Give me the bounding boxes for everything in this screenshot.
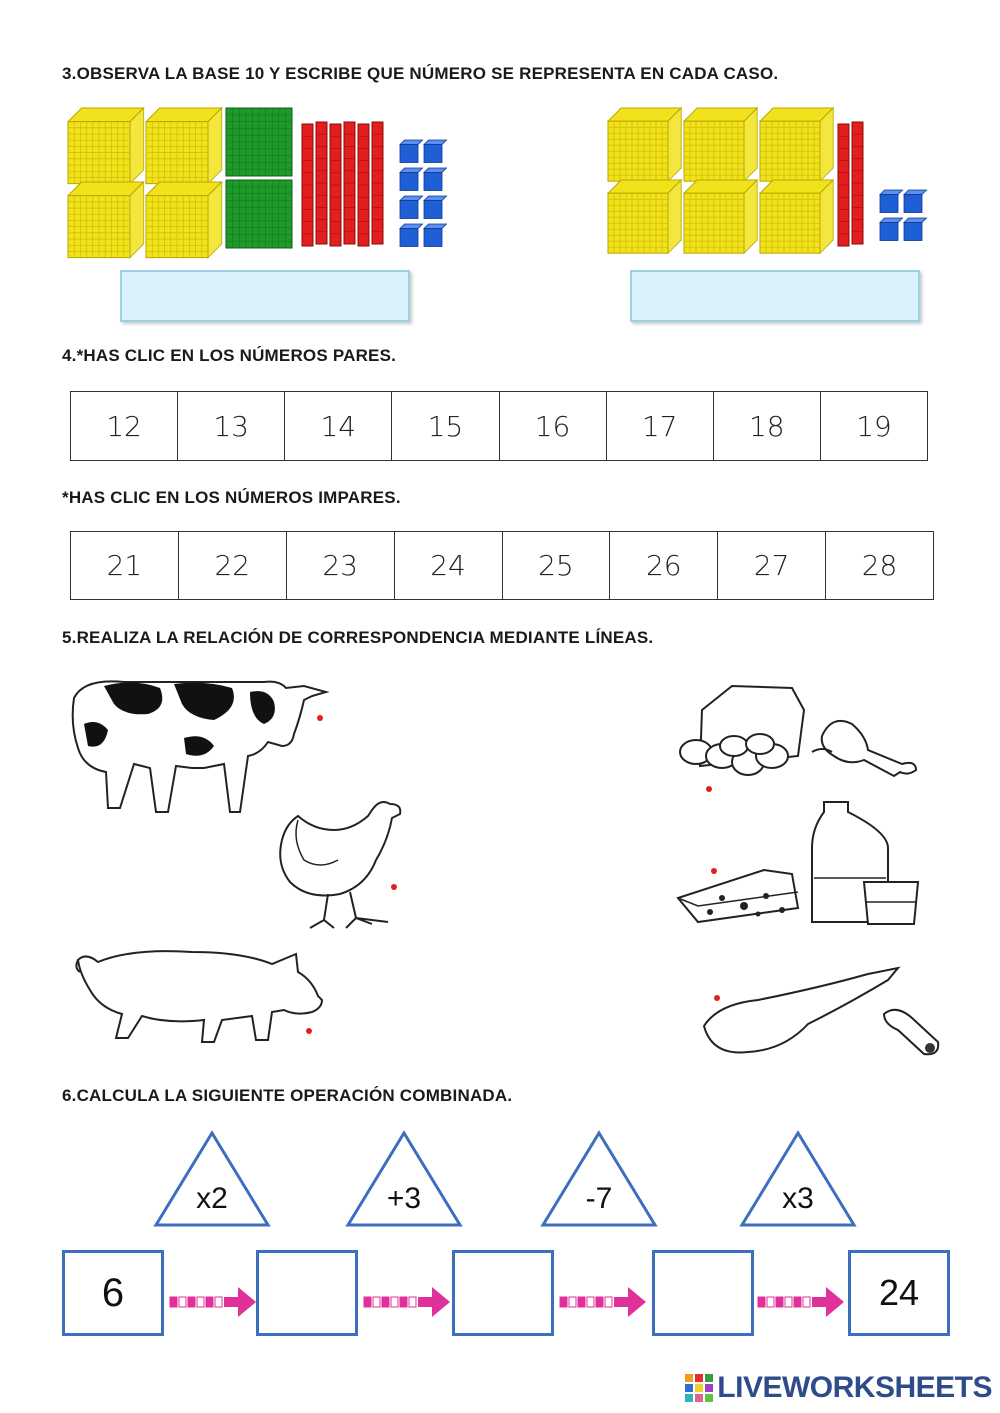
unit-cube (904, 218, 927, 241)
unit-cube (424, 140, 447, 163)
thousand-cube (146, 182, 222, 258)
operations-triangles (0, 1128, 1000, 1228)
arrow-icon (758, 1287, 844, 1317)
number-cell[interactable]: 13 (178, 392, 285, 460)
unit-cube (400, 140, 423, 163)
number-cell[interactable]: 28 (861, 549, 898, 582)
unit-cube (424, 168, 447, 191)
operation-label: x3 (782, 1182, 814, 1215)
unit-cube (880, 218, 903, 241)
hen-icon (268, 790, 408, 940)
hen-connector-dot[interactable] (391, 884, 397, 890)
liveworksheets-logo (685, 1371, 992, 1405)
thousand-cube (760, 108, 833, 181)
section4-heading-pares: 4.*HAS CLIC EN LOS NÚMEROS PARES. (62, 346, 397, 365)
number-cell[interactable]: 14 (285, 392, 392, 460)
hundred-flat (226, 180, 292, 248)
unit-cube (424, 196, 447, 219)
number-cell[interactable]: 21 (71, 532, 179, 599)
result-box-start: 6 (62, 1250, 164, 1336)
section3-heading: 3.OBSERVA LA BASE 10 Y ESCRIBE QUE NÚMERO SE REPRESENTA EN CADA CASO. (62, 64, 779, 83)
section5-heading: 5.REALIZA LA RELACIÓN DE CORRESPONDENCIA MEDIANTE LÍNEAS. (62, 628, 654, 647)
number-cell[interactable]: 25 (503, 532, 611, 599)
ham-connector-dot[interactable] (714, 995, 720, 1001)
base10-group-right (600, 100, 940, 260)
unit-cube (400, 196, 423, 219)
number-cell[interactable]: 12 (71, 392, 178, 460)
operation-label: +3 (386, 1182, 422, 1215)
number-cell[interactable]: 27 (718, 532, 826, 599)
operation-label: x2 (196, 1182, 228, 1215)
result-box-end: 24 (848, 1250, 950, 1336)
arrow-icon (170, 1287, 256, 1317)
logo-text: LIVEWORKSHEETS (717, 1371, 992, 1404)
number-cell[interactable]: 22 (179, 532, 287, 599)
cheese-connector-dot[interactable] (711, 868, 717, 874)
thousand-cube (146, 108, 222, 184)
hundred-flat (226, 108, 292, 176)
number-cell[interactable]: 16 (500, 392, 607, 460)
answer-input-right[interactable] (630, 270, 920, 322)
number-cell[interactable]: 19 (856, 409, 892, 443)
number-cell[interactable]: 24 (395, 532, 503, 599)
pares-number-row (70, 391, 928, 461)
unit-cube (424, 224, 447, 247)
pig-icon (72, 946, 332, 1046)
ten-rod (344, 122, 355, 244)
answer-input-left[interactable] (120, 270, 410, 322)
ten-rod (358, 124, 369, 246)
ten-rod (852, 122, 863, 244)
logo-mark-icon (685, 1374, 713, 1402)
base10-group-left (60, 100, 460, 260)
impares-number-row (70, 531, 934, 600)
unit-cube (904, 190, 927, 213)
ham-sausage-icon (698, 964, 948, 1060)
eggs-connector-dot[interactable] (706, 786, 712, 792)
cow-connector-dot[interactable] (317, 715, 323, 721)
ten-rod (316, 122, 327, 244)
arrow-icon (560, 1287, 646, 1317)
number-cell[interactable]: 18 (714, 392, 821, 460)
ten-rod (330, 124, 341, 246)
operation-label: -7 (585, 1182, 613, 1215)
pig-connector-dot[interactable] (306, 1028, 312, 1034)
ten-rod (302, 124, 313, 246)
unit-cube (400, 224, 423, 247)
arrows-row (0, 1283, 1000, 1323)
thousand-cube (608, 108, 681, 181)
ten-rod (372, 122, 383, 244)
eggs-chicken-icon (672, 680, 922, 792)
number-cell[interactable]: 23 (287, 532, 395, 599)
thousand-cube (760, 180, 833, 253)
number-cell[interactable]: 17 (607, 392, 714, 460)
ten-rod (838, 124, 849, 246)
number-cell[interactable]: 26 (610, 532, 718, 599)
thousand-cube (684, 180, 757, 253)
section4-heading-impares: *HAS CLIC EN LOS NÚMEROS IMPARES. (62, 488, 401, 507)
unit-cube (880, 190, 903, 213)
cheese-milk-icon (674, 798, 924, 928)
thousand-cube (684, 108, 757, 181)
arrow-icon (364, 1287, 450, 1317)
thousand-cube (68, 108, 144, 184)
thousand-cube (608, 180, 681, 253)
unit-cube (400, 168, 423, 191)
number-cell[interactable]: 15 (392, 392, 499, 460)
section6-heading: 6.CALCULA LA SIGUIENTE OPERACIÓN COMBINADA. (62, 1086, 513, 1105)
thousand-cube (68, 182, 144, 258)
